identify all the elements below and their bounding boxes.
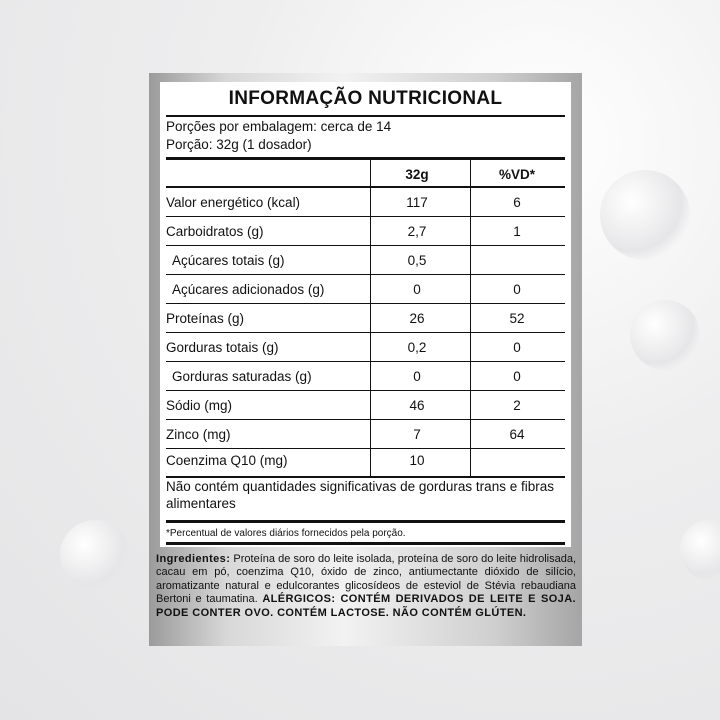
nutrient-dv: 6 <box>513 195 521 210</box>
ingredients-text <box>156 553 576 620</box>
nutrient-dv: 0 <box>513 340 521 355</box>
nutrition-panel <box>149 73 582 646</box>
nutrient-dv: 1 <box>513 224 521 239</box>
nutrient-dv: 0 <box>513 282 521 297</box>
nutrient-amount: 2,7 <box>407 224 427 239</box>
nutrient-amount: 117 <box>406 195 428 210</box>
nutrient-dv: 2 <box>513 398 521 413</box>
nutrient-name: Açúcares adicionados (g) <box>172 282 325 297</box>
table-row <box>166 391 565 420</box>
nutrient-amount: 0,5 <box>407 253 427 268</box>
table-row <box>166 333 565 362</box>
table-row <box>166 217 565 246</box>
table-row <box>166 275 565 304</box>
nutrient-name: Sódio (mg) <box>166 398 233 413</box>
nutrient-amount: 10 <box>409 453 425 468</box>
ingredients-list: Proteína de soro do leite isolada, proteína de soro do leite hidrolisada, cacau em pó, coenzima Q10, óxido de zinco, antiumectante dióxido de silício, aromatizante natural e edulcorantes glicosídeos de esteviol de Stévia rebaudiana Bertoni e taumatina. <box>156 553 576 606</box>
nutrient-dv: 64 <box>509 427 525 442</box>
nutrient-amount: 0,2 <box>407 340 427 355</box>
nutrient-amount: 46 <box>409 398 425 413</box>
nutrient-name: Gorduras totais (g) <box>166 340 279 355</box>
nutrient-name: Zinco (mg) <box>166 427 231 442</box>
table-row <box>166 362 565 391</box>
divider <box>166 520 565 523</box>
servings-per-package: Porções por embalagem: cerca de 14 <box>166 119 392 134</box>
column-divider <box>470 160 471 476</box>
nutrient-name: Gorduras saturadas (g) <box>172 369 312 384</box>
background-bubble <box>60 520 130 590</box>
nutrient-amount: 0 <box>413 282 421 297</box>
nutrient-amount: 7 <box>413 427 421 442</box>
nutrient-amount: 0 <box>413 369 421 384</box>
background-bubble <box>630 300 700 370</box>
trans-fat-note: Não contém quantidades significativas de gorduras trans e fibras alimentares <box>166 479 554 511</box>
nutrient-dv: 52 <box>509 311 525 326</box>
background-bubble <box>680 520 720 580</box>
table-header <box>166 160 565 189</box>
divider <box>166 542 565 545</box>
ingredients-label: Ingredientes: <box>156 553 231 565</box>
column-divider <box>370 160 371 476</box>
nutrient-name: Coenzima Q10 (mg) <box>166 453 288 468</box>
table-row <box>166 188 565 217</box>
table-row <box>166 420 565 449</box>
nutrient-name: Valor energético (kcal) <box>166 195 301 210</box>
column-header-dv: %VD* <box>498 167 535 182</box>
table-row <box>166 304 565 333</box>
background-bubble <box>600 170 690 260</box>
nutrition-facts-label <box>160 82 571 547</box>
label-title: INFORMAÇÃO NUTRICIONAL <box>228 88 503 109</box>
nutrient-dv: 0 <box>513 369 521 384</box>
table-row <box>166 246 565 275</box>
nutrient-name: Açúcares totais (g) <box>172 253 285 268</box>
serving-size: Porção: 32g (1 dosador) <box>166 137 312 152</box>
nutrient-name: Carboidratos (g) <box>166 224 264 239</box>
divider <box>166 115 565 117</box>
allergens-warning: ALÉRGICOS: CONTÉM DERIVADOS DE LEITE E SOJA. PODE CONTER OVO. CONTÉM LACTOSE. NÃO CONTÉM GLÚTEN. <box>156 593 576 619</box>
table-row <box>166 446 565 475</box>
nutrient-name: Proteínas (g) <box>166 311 245 326</box>
nutrient-amount: 26 <box>409 311 425 326</box>
column-header-serving: 32g <box>405 167 429 182</box>
dv-footnote: *Percentual de valores diários fornecidos pela porção. <box>166 528 406 539</box>
